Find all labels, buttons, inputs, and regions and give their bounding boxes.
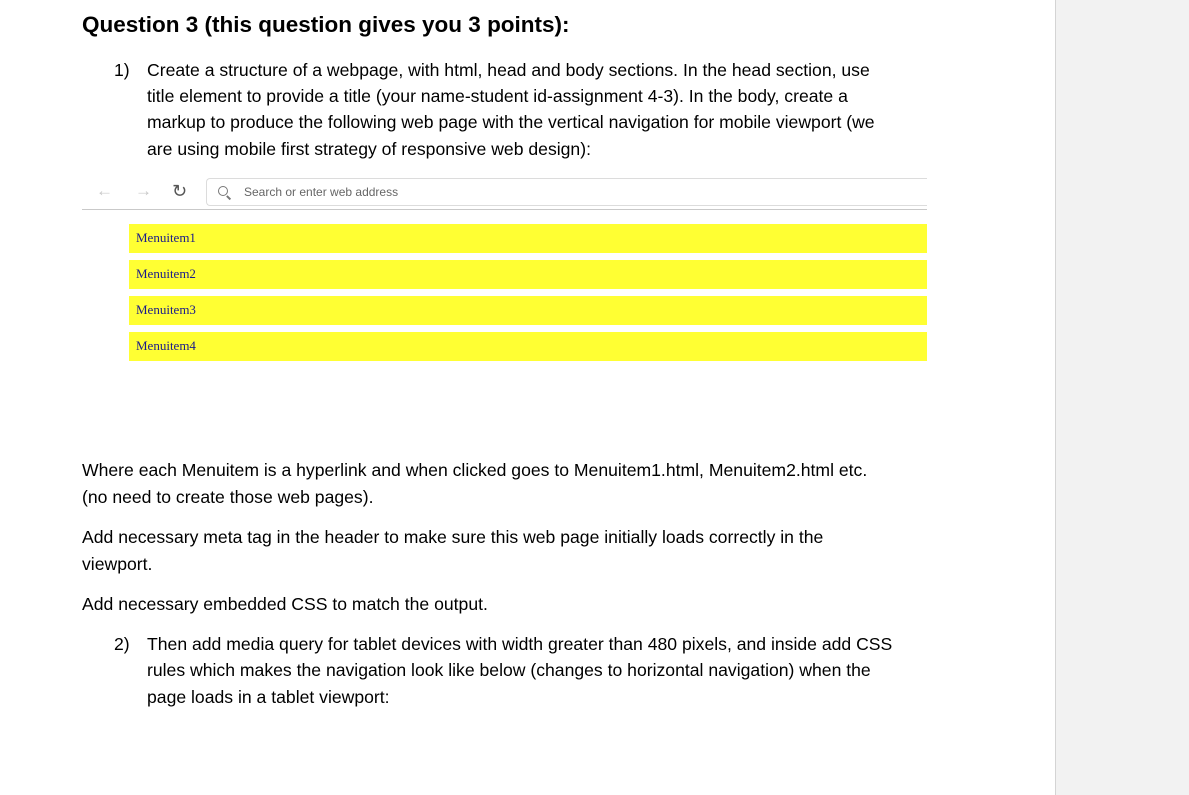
list-number: 1) xyxy=(114,60,130,80)
menu-link-4[interactable]: Menuitem4 xyxy=(136,338,196,353)
meta-line-1: Add necessary meta tag in the header to make sure this web page initially loads correctly in the xyxy=(82,527,824,547)
menu-item-3 xyxy=(129,296,927,325)
list-number: 2) xyxy=(114,634,130,654)
menu-item-2 xyxy=(129,260,927,289)
item2-line-1: Then add media query for tablet devices with width greater than 480 pixels, and inside add CSS xyxy=(147,634,893,654)
search-icon xyxy=(218,186,228,196)
item1-line-2: title element to provide a title (your name-student id-assignment 4-3). In the body, create a xyxy=(147,86,848,106)
document-gutter xyxy=(1055,0,1189,795)
address-bar xyxy=(206,178,927,206)
menu-item-4 xyxy=(129,332,927,361)
menu-link-2[interactable]: Menuitem2 xyxy=(136,266,196,281)
question-heading: Question 3 (this question gives you 3 points): xyxy=(82,12,570,37)
menu-item-1 xyxy=(129,224,927,253)
hyperlink-line-1: Where each Menuitem is a hyperlink and when clicked goes to Menuitem1.html, Menuitem2.html etc. xyxy=(82,460,868,480)
address-placeholder: Search or enter web address xyxy=(244,185,399,199)
item1-line-4: are using mobile first strategy of responsive web design): xyxy=(147,139,591,159)
css-line: Add necessary embedded CSS to match the output. xyxy=(82,594,488,614)
forward-arrow-icon: → xyxy=(135,181,152,200)
meta-line-2: viewport. xyxy=(82,554,153,574)
reload-icon: ↻ xyxy=(172,181,188,201)
back-arrow-icon: ← xyxy=(96,181,113,200)
item1-line-3: markup to produce the following web page with the vertical navigation for mobile viewport (we xyxy=(147,112,875,132)
item2-line-3: page loads in a tablet viewport: xyxy=(147,687,390,707)
hyperlink-line-2: (no need to create those web pages). xyxy=(82,487,374,507)
menu-link-1[interactable]: Menuitem1 xyxy=(136,230,196,245)
browser-toolbar xyxy=(82,176,927,210)
menu-link-3[interactable]: Menuitem3 xyxy=(136,302,196,317)
item1-line-1: Create a structure of a webpage, with html, head and body sections. In the head section, use xyxy=(147,60,870,80)
item2-line-2: rules which makes the navigation look like below (changes to horizontal navigation) when the xyxy=(147,660,871,680)
